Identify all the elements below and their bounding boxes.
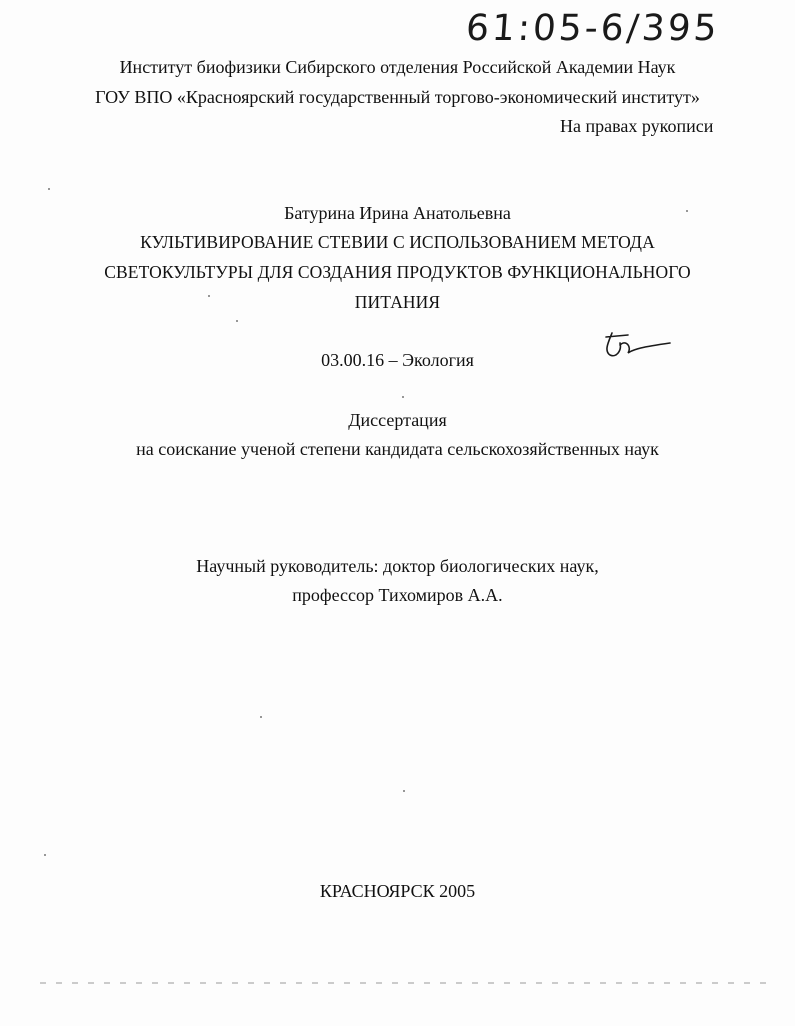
institution-line-2: ГОУ ВПО «Красноярский государственный торгово-экономический институт» xyxy=(95,87,700,107)
scan-speck xyxy=(236,320,238,322)
scan-speck xyxy=(48,188,50,190)
title-line-2: СВЕТОКУЛЬТУРЫ ДЛЯ СОЗДАНИЯ ПРОДУКТОВ ФУНКЦИОНАЛЬНОГО xyxy=(104,262,691,282)
dissertation-type: Диссертация xyxy=(348,410,447,430)
title-line-1: КУЛЬТИВИРОВАНИЕ СТЕВИИ С ИСПОЛЬЗОВАНИЕМ МЕТОДА xyxy=(140,232,655,252)
scan-speck xyxy=(403,790,405,792)
scan-speck xyxy=(402,396,404,398)
city-year: КРАСНОЯРСК 2005 xyxy=(319,881,476,901)
scan-speck xyxy=(44,854,46,856)
institution-line-1: Институт биофизики Сибирского отделения Российской Академии Наук xyxy=(119,57,676,77)
degree-line: на соискание ученой степени кандидата сельскохозяйственных наук xyxy=(136,439,659,459)
scan-edge-dots xyxy=(40,982,770,984)
scan-speck xyxy=(686,210,688,212)
handwritten-archive-number: 61:05-6/395 xyxy=(464,8,721,49)
rights-note: На правах рукописи xyxy=(560,116,714,136)
scan-speck xyxy=(260,716,262,718)
supervisor-line-2: профессор Тихомиров А.А. xyxy=(292,585,503,605)
specialty: 03.00.16 – Экология xyxy=(321,350,474,370)
title-line-3: ПИТАНИЯ xyxy=(354,292,441,312)
scan-speck xyxy=(208,295,210,297)
supervisor-line-1: Научный руководитель: доктор биологических наук, xyxy=(196,556,599,576)
author-name: Батурина Ирина Анатольевна xyxy=(284,203,511,223)
